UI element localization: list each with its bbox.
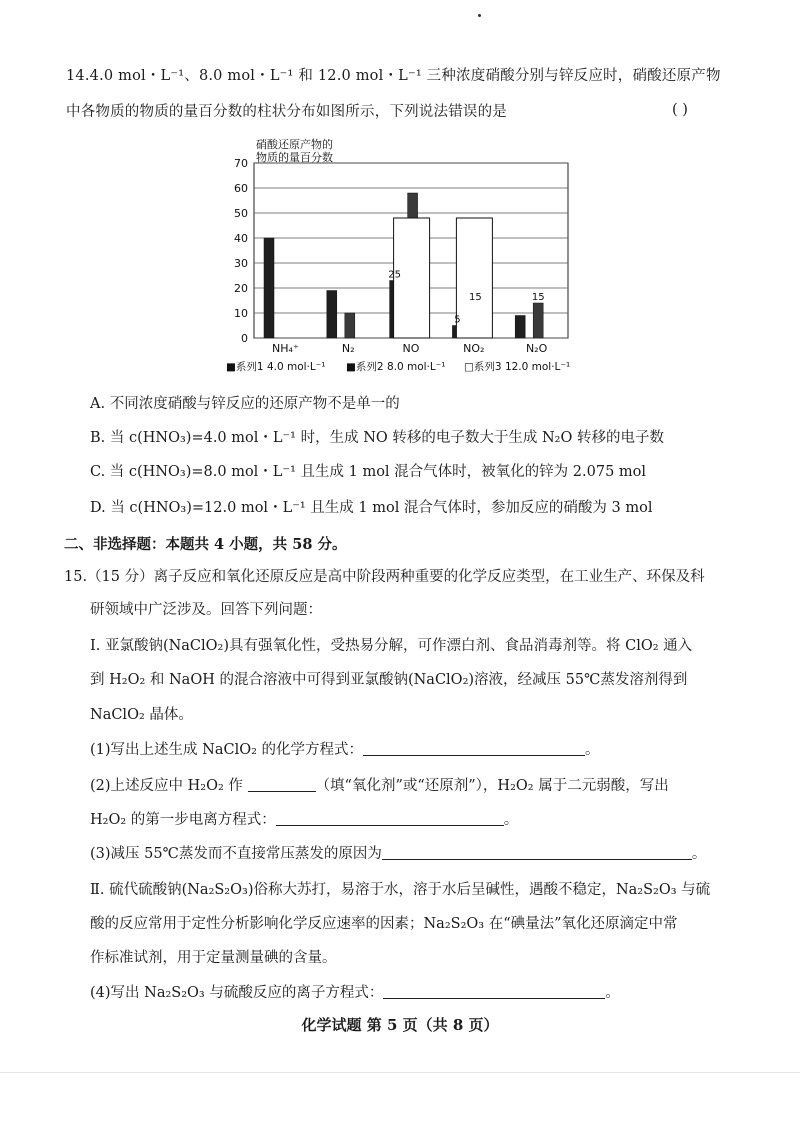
chart-bar-系列2-4 [533,303,543,338]
chart-bar-系列2-1 [345,313,355,338]
sub2-period: 。 [503,812,519,828]
sub2-text-c: H₂O₂ 的第一步电离方程式： [90,812,276,828]
chart-data-label: 15 [531,292,545,303]
sub4-period: 。 [605,985,620,1001]
chart-xtick-label: N₂O [525,342,548,355]
part2-line1: Ⅱ. 硫代硫酸钠(Na₂S₂O₃)俗称大苏打，易溶于水，溶于水后呈碱性，遇酸不稳定，Na₂S₂O₃ 与硫 [90,882,711,898]
chart-data-label: 15 [469,292,482,303]
chart-xtick-label: NO [402,342,420,355]
option-c: C. 当 c(HNO₃)=8.0 mol・L⁻¹ 且生成 1 mol 混合气体时，被氧化的锌为 2.075 mol [90,464,647,480]
chart-legend-entry: ■系列1 4.0 mol·L⁻¹ [226,361,326,373]
chart-legend-entry: □系列3 12.0 mol·L⁻¹ [464,361,571,373]
sub4-text: (4)写出 Na₂S₂O₃ 与硫酸反应的离子方程式： [90,985,384,1001]
chart-data-label: 5 [454,314,461,326]
chart-ytick-label: 60 [234,182,248,195]
part1-line1: Ⅰ. 亚氯酸钠(NaClO₂)具有强氧化性，受热易分解，可作漂白剂、食品消毒剂等。将 ClO₂ 通入 [90,638,693,654]
sub3-period: 。 [691,846,707,862]
chart-xtick-label: NH₄⁺ [272,342,299,355]
scan-edge [0,1072,800,1073]
sub2-text-a: (2)上述反应中 H₂O₂ 作 [90,778,243,794]
page-footer: 化学试题 第 5 页（共 8 页） [301,1016,499,1034]
sub-question-3 [90,844,706,864]
bar-chart [226,138,596,378]
chart-ytick-label: 30 [234,257,248,270]
chart-bar-系列1-1 [327,291,337,339]
chart-canvas [226,138,596,378]
q15-stem-line1: 15.（15 分）离子反应和氧化还原反应是高中阶段两种重要的化学反应类型，在工业生产、环保及科 [64,569,705,585]
chart-ylabel-line1: 硝酸还原产物的 [256,138,333,151]
scan-dot [478,14,481,17]
chart-data-label: 25 [388,269,401,281]
chart-ylabel-line2: 物质的量百分数 [256,151,333,164]
chart-ytick-label: 10 [234,307,248,320]
sub2-text-b: （填“氧化剂”或“还原剂”），H₂O₂ 属于二元弱酸，写出 [315,778,669,794]
chart-xtick-label: N₂ [341,342,355,355]
q14-stem-line2: 中各物质的物质的量百分数的柱状分布如图所示，下列说法错误的是 [66,104,507,120]
sub-question-2-cont [90,810,518,830]
q14-stem-line1: 14.4.0 mol・L⁻¹、8.0 mol・L⁻¹ 和 12.0 mol・L⁻¹ 三种浓度硝酸分别与锌反应时，硝酸还原产物 [66,68,721,84]
sub-question-2 [90,776,669,796]
chart-bar-系列1-4 [515,316,525,339]
section-title: 二、非选择题：本题共 4 小题，共 58 分。 [64,536,347,553]
chart-ytick-label: 70 [234,157,248,170]
part2-line2: 酸的反应常用于定性分析影响化学反应速率的因素；Na₂S₂O₃ 在“碘量法”氧化还原滴定中常 [90,916,678,932]
answer-blank-1[interactable] [363,741,585,756]
chart-bar-系列1-0 [264,238,274,338]
part1-line3: NaClO₂ 晶体。 [90,707,193,723]
q15-stem-line2: 研领域中广泛涉及。回答下列问题： [90,602,322,618]
chart-xtick-label: NO₂ [463,342,485,355]
sub-question-4 [90,983,620,1003]
sub3-text: (3)减压 55℃蒸发而不直接常压蒸发的原因为 [90,846,382,862]
answer-blank-4[interactable] [383,984,605,999]
chart-legend-entry: ■系列2 8.0 mol·L⁻¹ [346,361,446,373]
chart-bar-系列3-3 [456,218,492,338]
sub-question-1 [90,740,600,760]
option-b: B. 当 c(HNO₃)=4.0 mol・L⁻¹ 时，生成 NO 转移的电子数大于生成 N₂O 转移的电子数 [90,430,664,446]
answer-bracket: ( ) [672,102,688,118]
option-a: A. 不同浓度硝酸与锌反应的还原产物不是单一的 [90,396,400,412]
part1-line2: 到 H₂O₂ 和 NaOH 的混合溶液中可得到亚氯酸钠(NaClO₂)溶液，经减压 55℃蒸发溶剂得到 [90,672,688,688]
sub1-period: 。 [585,742,600,758]
chart-ytick-label: 50 [234,207,248,220]
chart-ytick-label: 40 [234,232,248,245]
part2-line3: 作标准试剂，用于定量测量碘的含量。 [90,950,337,966]
chart-ytick-label: 20 [234,282,248,295]
answer-blank-3[interactable] [382,845,692,860]
answer-blank-2b[interactable] [276,811,504,826]
answer-blank-2a[interactable] [248,777,316,792]
option-d: D. 当 c(HNO₃)=12.0 mol・L⁻¹ 且生成 1 mol 混合气体时，参加反应的硝酸为 3 mol [90,500,653,516]
chart-ytick-label: 0 [241,332,248,345]
sub1-text: (1)写出上述生成 NaClO₂ 的化学方程式： [90,742,364,758]
